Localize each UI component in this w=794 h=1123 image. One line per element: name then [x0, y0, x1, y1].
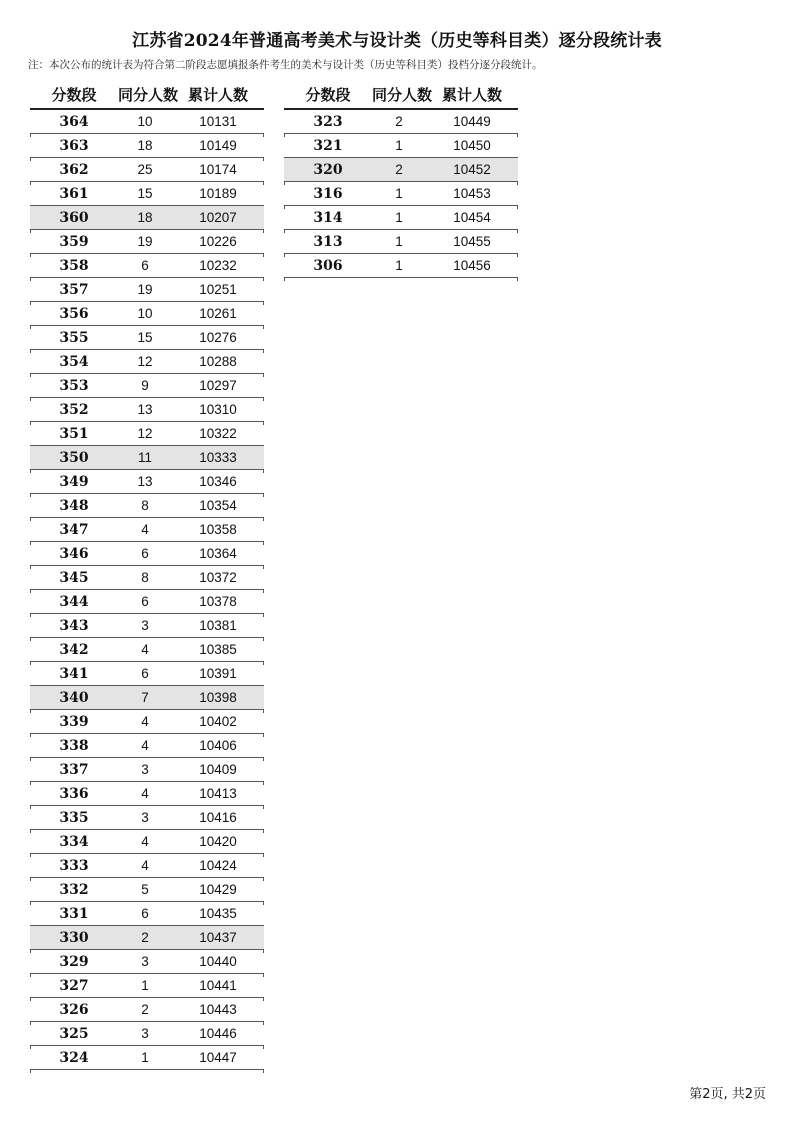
table-row	[30, 206, 264, 230]
header-score: 分数段	[305, 85, 351, 104]
score-cell: 354	[59, 353, 89, 370]
same-count-cell: 19	[137, 234, 153, 249]
table-row	[284, 230, 518, 254]
score-cell: 359	[59, 233, 89, 250]
score-cell: 350	[59, 449, 89, 466]
cumulative-cell: 10409	[199, 762, 237, 777]
table-row	[30, 158, 264, 182]
table-row	[30, 398, 264, 422]
same-count-cell: 1	[395, 234, 403, 249]
cumulative-cell: 10424	[199, 858, 237, 873]
cumulative-cell: 10364	[199, 546, 237, 561]
same-count-cell: 6	[141, 258, 149, 273]
same-count-cell: 4	[141, 858, 149, 873]
score-cell: 333	[59, 857, 89, 874]
table-row	[30, 566, 264, 590]
cumulative-cell: 10454	[453, 210, 491, 225]
score-cell: 361	[59, 185, 89, 202]
table-row	[30, 686, 264, 710]
cumulative-cell: 10322	[199, 426, 237, 441]
score-cell: 357	[59, 281, 89, 298]
header-cumulative: 累计人数	[187, 85, 248, 104]
cumulative-cell: 10381	[199, 618, 237, 633]
same-count-cell: 6	[141, 546, 149, 561]
score-cell: 332	[59, 881, 89, 898]
header-score: 分数段	[51, 85, 97, 104]
same-count-cell: 1	[141, 978, 149, 993]
page-title: 江苏省2024年普通高考美术与设计类（历史等科目类）逐分段统计表	[132, 31, 662, 51]
cumulative-cell: 10443	[199, 1002, 237, 1017]
score-cell: 336	[59, 785, 89, 802]
cumulative-cell: 10420	[199, 834, 237, 849]
score-cell: 321	[313, 137, 343, 154]
cumulative-cell: 10189	[199, 186, 237, 201]
cumulative-cell: 10429	[199, 882, 237, 897]
table-row	[284, 206, 518, 230]
same-count-cell: 25	[137, 162, 153, 177]
table-row	[284, 158, 518, 182]
table-row	[284, 254, 518, 278]
score-cell: 325	[59, 1025, 89, 1042]
cumulative-cell: 10288	[199, 354, 237, 369]
score-cell: 338	[59, 737, 89, 754]
table-row	[30, 254, 264, 278]
score-cell: 331	[59, 905, 89, 922]
table-row	[30, 1046, 264, 1070]
header-same-count: 同分人数	[372, 85, 433, 104]
same-count-cell: 13	[137, 402, 153, 417]
table-row	[30, 134, 264, 158]
table-row	[30, 974, 264, 998]
score-cell: 330	[59, 929, 89, 946]
table-row	[30, 494, 264, 518]
same-count-cell: 1	[395, 210, 403, 225]
cumulative-cell: 10346	[199, 474, 237, 489]
cumulative-cell: 10449	[453, 114, 491, 129]
score-cell: 329	[59, 953, 89, 970]
same-count-cell: 3	[141, 810, 149, 825]
same-count-cell: 10	[137, 306, 153, 321]
table-row	[30, 590, 264, 614]
cumulative-cell: 10261	[199, 306, 237, 321]
cumulative-cell: 10378	[199, 594, 237, 609]
score-cell: 327	[59, 977, 89, 994]
score-cell: 353	[59, 377, 89, 394]
score-cell: 343	[59, 617, 89, 634]
score-cell: 314	[313, 209, 343, 226]
same-count-cell: 2	[395, 114, 403, 129]
table-row	[30, 542, 264, 566]
score-cell: 342	[59, 641, 89, 658]
score-cell: 347	[59, 521, 89, 538]
score-cell: 344	[59, 593, 89, 610]
table-row	[30, 950, 264, 974]
same-count-cell: 1	[395, 138, 403, 153]
table-row	[284, 134, 518, 158]
same-count-cell: 4	[141, 738, 149, 753]
same-count-cell: 3	[141, 1026, 149, 1041]
score-cell: 337	[59, 761, 89, 778]
cumulative-cell: 10226	[199, 234, 237, 249]
same-count-cell: 13	[137, 474, 153, 489]
same-count-cell: 8	[141, 498, 149, 513]
table-row	[284, 110, 518, 134]
score-cell: 352	[59, 401, 89, 418]
score-cell: 326	[59, 1001, 89, 1018]
score-cell: 349	[59, 473, 89, 490]
table-row	[30, 110, 264, 134]
same-count-cell: 6	[141, 594, 149, 609]
table-note: 注：本次公布的统计表为符合第二阶段志愿填报条件考生的美术与设计类（历史等科目类）投档分逐分段统计。	[28, 59, 543, 71]
cumulative-cell: 10232	[199, 258, 237, 273]
header-same-count: 同分人数	[118, 85, 179, 104]
table-row	[30, 278, 264, 302]
cumulative-cell: 10398	[199, 690, 237, 705]
cumulative-cell: 10251	[199, 282, 237, 297]
same-count-cell: 6	[141, 666, 149, 681]
table-row	[30, 806, 264, 830]
table-row	[30, 854, 264, 878]
score-cell: 335	[59, 809, 89, 826]
score-cell: 351	[59, 425, 89, 442]
score-cell: 346	[59, 545, 89, 562]
table-row	[30, 350, 264, 374]
cumulative-cell: 10413	[199, 786, 237, 801]
score-cell: 340	[59, 689, 89, 706]
table-row	[30, 926, 264, 950]
cumulative-cell: 10385	[199, 642, 237, 657]
same-count-cell: 15	[137, 186, 153, 201]
same-count-cell: 4	[141, 522, 149, 537]
table-row	[30, 830, 264, 854]
table-row	[30, 1022, 264, 1046]
same-count-cell: 1	[141, 1050, 149, 1065]
same-count-cell: 9	[141, 378, 149, 393]
score-cell: 360	[59, 209, 89, 226]
table-row	[30, 878, 264, 902]
same-count-cell: 12	[137, 354, 153, 369]
table-row	[30, 710, 264, 734]
cumulative-cell: 10456	[453, 258, 491, 273]
table-row	[30, 782, 264, 806]
cumulative-cell: 10297	[199, 378, 237, 393]
cumulative-cell: 10453	[453, 186, 491, 201]
cumulative-cell: 10450	[453, 138, 491, 153]
table-row	[30, 446, 264, 470]
table-row	[30, 230, 264, 254]
score-cell: 320	[313, 161, 343, 178]
score-cell: 345	[59, 569, 89, 586]
score-cell: 306	[313, 257, 343, 274]
score-cell: 358	[59, 257, 89, 274]
table-row	[30, 638, 264, 662]
score-cell: 341	[59, 665, 89, 682]
cumulative-cell: 10372	[199, 570, 237, 585]
header-cumulative: 累计人数	[441, 85, 502, 104]
same-count-cell: 4	[141, 786, 149, 801]
table-row	[30, 998, 264, 1022]
score-cell: 355	[59, 329, 89, 346]
score-cell: 348	[59, 497, 89, 514]
same-count-cell: 15	[137, 330, 153, 345]
table-row	[30, 302, 264, 326]
table-row	[30, 662, 264, 686]
table-row	[30, 422, 264, 446]
table-row	[30, 326, 264, 350]
table-row	[284, 182, 518, 206]
score-cell: 339	[59, 713, 89, 730]
cumulative-cell: 10207	[199, 210, 237, 225]
same-count-cell: 1	[395, 258, 403, 273]
table-header	[284, 80, 518, 110]
table-row	[30, 518, 264, 542]
table-row	[30, 734, 264, 758]
table-row	[30, 902, 264, 926]
score-cell: 334	[59, 833, 89, 850]
same-count-cell: 12	[137, 426, 153, 441]
same-count-cell: 2	[141, 1002, 149, 1017]
score-cell: 323	[313, 113, 343, 130]
table-row	[30, 470, 264, 494]
same-count-cell: 3	[141, 618, 149, 633]
cumulative-cell: 10437	[199, 930, 237, 945]
same-count-cell: 8	[141, 570, 149, 585]
same-count-cell: 10	[137, 114, 153, 129]
same-count-cell: 2	[141, 930, 149, 945]
score-table-right	[284, 80, 518, 278]
same-count-cell: 3	[141, 762, 149, 777]
same-count-cell: 19	[137, 282, 153, 297]
score-cell: 316	[313, 185, 343, 202]
same-count-cell: 18	[137, 138, 153, 153]
same-count-cell: 7	[141, 690, 149, 705]
same-count-cell: 3	[141, 954, 149, 969]
table-row	[30, 758, 264, 782]
table-row	[30, 182, 264, 206]
same-count-cell: 4	[141, 834, 149, 849]
cumulative-cell: 10131	[199, 114, 237, 129]
cumulative-cell: 10402	[199, 714, 237, 729]
cumulative-cell: 10447	[199, 1050, 237, 1065]
score-cell: 313	[313, 233, 343, 250]
cumulative-cell: 10440	[199, 954, 237, 969]
same-count-cell: 4	[141, 642, 149, 657]
cumulative-cell: 10441	[199, 978, 237, 993]
score-cell: 324	[59, 1049, 89, 1066]
cumulative-cell: 10174	[199, 162, 237, 177]
cumulative-cell: 10452	[453, 162, 491, 177]
score-cell: 364	[59, 113, 89, 130]
same-count-cell: 6	[141, 906, 149, 921]
cumulative-cell: 10391	[199, 666, 237, 681]
cumulative-cell: 10358	[199, 522, 237, 537]
cumulative-cell: 10455	[453, 234, 491, 249]
cumulative-cell: 10416	[199, 810, 237, 825]
same-count-cell: 1	[395, 186, 403, 201]
same-count-cell: 4	[141, 714, 149, 729]
cumulative-cell: 10406	[199, 738, 237, 753]
same-count-cell: 5	[141, 882, 149, 897]
cumulative-cell: 10310	[199, 402, 237, 417]
cumulative-cell: 10354	[199, 498, 237, 513]
cumulative-cell: 10333	[199, 450, 237, 465]
score-table-left	[30, 80, 264, 1070]
page-number: 第2页, 共2页	[689, 1087, 766, 1102]
table-row	[30, 614, 264, 638]
cumulative-cell: 10435	[199, 906, 237, 921]
table-header	[30, 80, 264, 110]
cumulative-cell: 10276	[199, 330, 237, 345]
score-cell: 362	[59, 161, 89, 178]
same-count-cell: 2	[395, 162, 403, 177]
cumulative-cell: 10149	[199, 138, 237, 153]
same-count-cell: 11	[137, 450, 152, 465]
score-cell: 363	[59, 137, 89, 154]
score-cell: 356	[59, 305, 89, 322]
same-count-cell: 18	[137, 210, 153, 225]
table-row	[30, 374, 264, 398]
cumulative-cell: 10446	[199, 1026, 237, 1041]
